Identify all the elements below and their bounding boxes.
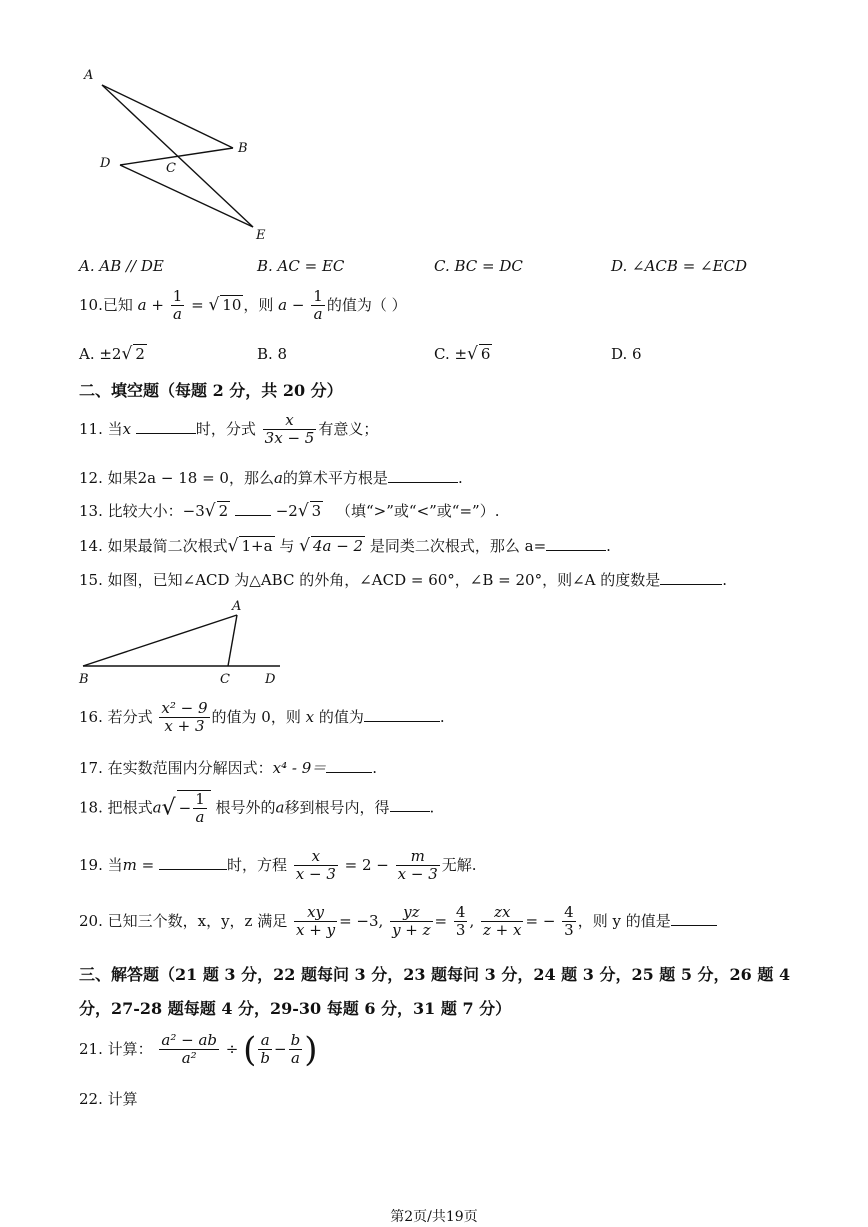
q21-right-paren: ) [304, 1029, 318, 1070]
q20-frac5-num: 4 [564, 903, 574, 921]
q13-answer-blank[interactable] [235, 501, 271, 516]
q13-post: （填“>”或“<”或“=”）. [336, 502, 500, 520]
q20-frac3-num: 4 [455, 903, 466, 921]
q19-frac1-num: x [294, 848, 338, 866]
q18-mid: 根号外的 [215, 798, 276, 817]
question-18 [79, 790, 434, 827]
q10-text-1: 已知 [102, 295, 133, 314]
q18-frac-den: a [195, 808, 205, 827]
q13-right: −2 [275, 502, 298, 520]
segment-ba [83, 615, 237, 666]
q20-fraction-1 [294, 904, 337, 940]
q20-pre: 20. 已知三个数，x，y，z 满足 [79, 911, 288, 930]
q10-equals: = [191, 295, 204, 314]
q17-pre: 17. 在实数范围内分解因式： [79, 759, 273, 777]
q20-eq-2: = [434, 911, 448, 930]
q18-frac-num: 1 [195, 790, 205, 808]
q10-fraction-1 [171, 288, 185, 324]
segment-bd [120, 148, 233, 165]
q11-frac-den: 3x − 5 [264, 429, 315, 448]
q20-frac5-den: 3 [564, 921, 574, 940]
q10-option-c-text: C. ± [434, 345, 468, 363]
sqrt-symbol-icon: √ [204, 501, 216, 521]
question-10 [79, 288, 407, 324]
q21-pre: 21. 计算： [79, 1039, 153, 1058]
q19-frac2-den: x − 3 [397, 865, 438, 884]
q10-var-a-2: a [278, 295, 288, 314]
q11-frac-num: x [263, 412, 317, 430]
q19-fraction-1 [294, 848, 338, 884]
segment-ab [102, 85, 233, 148]
q21-frac1-den: a² [181, 1049, 197, 1068]
q20-frac4-num: zx [481, 904, 523, 922]
q20-fraction-3 [454, 904, 468, 940]
figure-triangles-abcde [80, 65, 280, 245]
q10-number: 10. [79, 295, 103, 314]
question-21 [79, 1029, 318, 1070]
q16-var-x: x [305, 707, 315, 726]
q12-mid: ，那么 [228, 469, 274, 487]
q11-var-x: x [122, 419, 132, 438]
q13-left: −3 [182, 502, 205, 520]
q10-frac2-num: 1 [313, 287, 323, 305]
q20-fraction-5 [562, 904, 576, 940]
q20-frac2-num: yz [390, 904, 432, 922]
q17-end: . [372, 759, 378, 777]
segment-de [120, 165, 253, 227]
label-c: C [166, 161, 176, 176]
q18-var-a: a [152, 798, 162, 817]
q10-option-a-radicand: 2 [135, 345, 145, 363]
sqrt-symbol-icon: √ [297, 501, 309, 521]
q10-text-2: ，则 [243, 295, 274, 314]
label-b: B [238, 141, 248, 156]
q16-end: . [439, 707, 445, 726]
q21-fraction-1 [159, 1032, 219, 1068]
label-b: B [79, 672, 89, 687]
q16-answer-blank[interactable] [364, 707, 440, 722]
page-footer: 第2页/共19页 [390, 1209, 478, 1225]
section-3-heading-line-2: 分，27-28 题每题 4 分，29-30 每题 6 分，31 题 7 分） [79, 999, 512, 1018]
question-19 [79, 848, 477, 884]
q21-frac2-num: a [258, 1032, 272, 1050]
q14-pre: 14. 如果最简二次根式 [79, 537, 228, 555]
q19-mid: 时，方程 [226, 855, 287, 874]
q19-pre: 19. 当 [79, 855, 123, 874]
q19-fraction-2 [396, 848, 440, 884]
q9-option-a: A. AB // DE [79, 257, 164, 275]
q18-fraction [193, 791, 207, 827]
q11-fraction [263, 412, 317, 448]
q18-post: 移到根号内，得 [284, 798, 390, 817]
sqrt-symbol-icon: √ [467, 344, 478, 364]
q19-frac1-den: x − 3 [295, 865, 336, 884]
q14-post: 是同类二次根式，那么 a= [369, 537, 547, 555]
q20-comma: , [469, 911, 475, 930]
label-d: D [265, 672, 276, 687]
q20-post: ，则 y 的值是 [577, 911, 671, 930]
q12-equation: 2a − 18 = 0 [137, 469, 229, 487]
q15-text: 15. 如图，已知∠ACD 为△ABC 的外角，∠ACD = 60°，∠B = 20°，则∠A 的度数是 [79, 571, 661, 589]
label-e: E [256, 228, 266, 243]
q12-pre: 12. 如果 [79, 469, 138, 487]
q10-text-3: 的值为（ ） [326, 295, 407, 314]
sqrt-symbol-icon: √ [121, 344, 133, 364]
q15-answer-blank[interactable] [660, 570, 722, 585]
q9-option-d: D. ∠ACB = ∠ECD [611, 257, 748, 275]
q16-fraction [159, 700, 209, 736]
q19-post: 无解. [441, 855, 477, 874]
q21-frac3-den: a [290, 1049, 300, 1068]
q12-end: . [457, 469, 463, 487]
label-c: C [220, 672, 230, 687]
q21-divide: ÷ [225, 1039, 239, 1058]
q19-var-m: m = [122, 855, 155, 874]
q9-option-b: B. AC = EC [257, 257, 345, 275]
question-14 [79, 535, 611, 556]
label-d: D [100, 156, 111, 171]
section-2-heading: 二、填空题（每题 2 分，共 20 分） [79, 381, 343, 400]
q16-mid: 的值为 0，则 [211, 707, 301, 726]
q21-fraction-3 [289, 1032, 303, 1068]
q12-post: 的算术平方根是 [282, 469, 388, 487]
q10-fraction-2 [311, 288, 325, 324]
q10-option-d: D. 6 [611, 345, 642, 363]
q17-expr: x⁴ - 9＝ [272, 759, 327, 777]
q21-fraction-2 [258, 1032, 272, 1068]
segment-ac [228, 615, 237, 666]
q18-end: . [429, 798, 435, 817]
q21-minus: − [274, 1039, 287, 1058]
q13-left-radicand: 2 [218, 502, 229, 520]
q9-option-c: C. BC = DC [434, 257, 523, 275]
q10-option-a-text: A. ±2 [79, 345, 122, 363]
sqrt-symbol-icon: √ [227, 536, 239, 556]
q10-minus: − [291, 295, 305, 314]
q12-answer-blank[interactable] [388, 468, 458, 483]
q10-frac1-den: a [173, 305, 182, 324]
q20-eq-3: = − [525, 911, 556, 930]
figure-triangle-abc [75, 595, 290, 690]
section-3-heading-line-1: 三、解答题（21 题 3 分，22 题每问 3 分，23 题每问 3 分，24 题 3 分，25 题 5 分，26 题 4 [79, 965, 791, 984]
q20-fraction-4 [481, 904, 523, 940]
q18-radicand [177, 790, 211, 827]
q10-frac1-num: 1 [172, 287, 183, 305]
q10-option-c [434, 344, 492, 364]
q11-answer-blank[interactable] [136, 419, 196, 434]
q19-frac2-num: m [396, 848, 440, 866]
q21-left-paren: ( [243, 1029, 257, 1070]
question-20 [79, 904, 717, 940]
q11-post: 有意义； [318, 419, 379, 438]
q14-radicand-1: 1+a [241, 537, 273, 555]
question-17 [79, 757, 377, 778]
q14-radicand-2: 4a − 2 [312, 537, 364, 555]
q20-frac3-den: 3 [455, 921, 466, 940]
q16-post: 的值为 [318, 707, 364, 726]
label-a: A [84, 68, 94, 83]
q15-end: . [722, 571, 728, 589]
sqrt-symbol-icon: √ [161, 795, 176, 821]
q10-option-b: B. 8 [257, 345, 288, 363]
q18-answer-blank[interactable] [390, 797, 430, 812]
q16-pre: 16. 若分式 [79, 707, 153, 726]
q10-option-a [79, 344, 147, 364]
q10-plus: + [151, 295, 164, 314]
q21-frac2-den: b [260, 1049, 271, 1068]
q19-answer-blank[interactable] [159, 855, 227, 870]
question-15 [79, 569, 727, 590]
question-11 [79, 412, 378, 448]
q17-answer-blank[interactable] [326, 758, 372, 773]
q18-var-a-2: a [275, 798, 285, 817]
q21-frac1-num: a² − ab [161, 1031, 218, 1049]
sqrt-symbol-icon: √ [208, 294, 220, 315]
q14-end: . [606, 537, 611, 555]
q10-var-a: a [137, 295, 147, 314]
q16-frac-num: x² − 9 [161, 699, 208, 717]
label-a: A [232, 599, 242, 614]
q20-eq-1: = −3, [339, 911, 384, 930]
q20-frac1-num: xy [294, 904, 337, 922]
question-16 [79, 700, 445, 736]
q20-answer-blank[interactable] [671, 911, 717, 926]
q12-var-a: a [273, 469, 283, 487]
q13-right-radicand: 3 [311, 502, 322, 520]
q10-option-c-radicand: 6 [480, 345, 491, 363]
q10-frac2-den: a [313, 305, 323, 324]
q18-neg: − [178, 798, 192, 817]
question-22: 22. 计算 [79, 1090, 138, 1108]
q11-mid: 时，分式 [195, 419, 256, 438]
q10-radicand: 10 [222, 295, 242, 314]
q13-pre: 13. 比较大小： [79, 502, 183, 520]
q19-equals: = 2 − [344, 855, 389, 874]
q11-pre: 11. 当 [79, 419, 123, 438]
question-12 [79, 467, 463, 488]
q16-frac-den: x + 3 [164, 717, 205, 736]
q18-pre: 18. 把根式 [79, 798, 153, 817]
q21-frac3-num: b [290, 1031, 301, 1049]
q20-fraction-2 [390, 904, 432, 940]
question-13 [79, 500, 500, 521]
sqrt-symbol-icon: √ [299, 536, 310, 556]
q20-frac2-den: y + z [392, 921, 431, 940]
q20-frac4-den: z + x [483, 921, 522, 940]
q20-frac1-den: x + y [296, 921, 336, 940]
q14-answer-blank[interactable] [546, 536, 606, 551]
q14-mid: 与 [279, 537, 295, 555]
